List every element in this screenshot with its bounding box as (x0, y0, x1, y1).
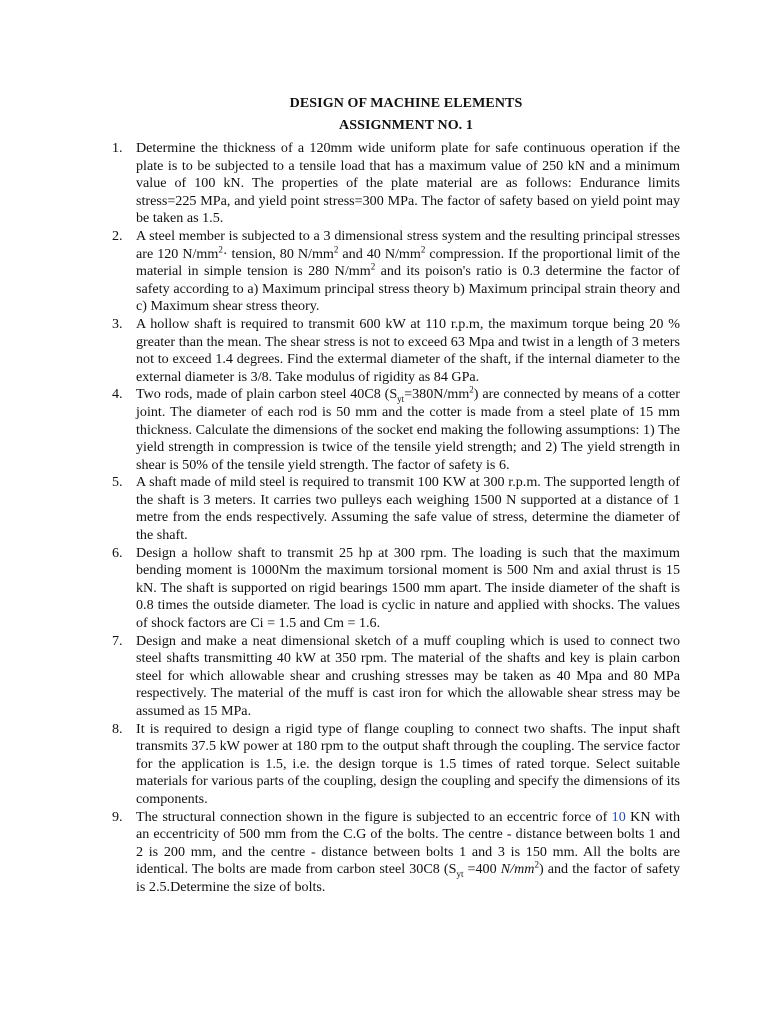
question-text: Design and make a neat dimensional sketch of a muff coupling which is used to connect two steel shafts transmitting 40 kW at 350 rpm. The material of the shafts and key is plain carbon steel for which allowable shear and crushing stresses may be taken as 40 Mpa and 80 MPa respectively. The material of the muff is cast iron for which the allowable shear stress may be assumed as 15 MPa. (136, 632, 680, 719)
italic-unit: N/mm (500, 861, 535, 878)
question-number: 1. (112, 140, 123, 156)
question-text: A shaft made of mild steel is required to transmit 100 KW at 300 r.p.m. The supported length of the shaft is 3 meters. It carries two pulleys each weighing 1500 N supported at a distance of 1 metre from the ends respectively. Assuming the safe value of stress, determine the diameter of the shaft. (136, 474, 680, 544)
superscript: 2 (420, 243, 426, 254)
question-text (136, 809, 680, 897)
superscript: 2 (370, 261, 376, 272)
text-segment: The structural connection shown in the figure is subjected to an eccentric force of (136, 808, 612, 825)
text-segment: KN with an eccentricity of 500 mm from the C.G of the bolts. The centre - distance between bolts 1 and 2 is 200 mm, and the centre - distance between bolts 1 and 3 is 150 mm. All the bolts are identical. The bolts are made from carbon steel 30C8 (S (136, 808, 680, 878)
subscript: yt (397, 394, 405, 405)
text-segment: · tension, 80 N/mm (222, 245, 334, 262)
question-7 (112, 633, 680, 721)
text-segment: A steel member is subjected to a 3 dimensional stress system and the resulting principal stresses are 120 N/mm (136, 227, 680, 262)
text-segment: =380N/mm (404, 386, 470, 403)
question-text (136, 228, 680, 316)
question-text: Determine the thickness of a 120mm wide uniform plate for safe continuous operation if the plate is to be subjected to a tensile load that has a maximum value of 250 kN and a minimum value of 100 kN. The properties of the plate material are as follows: Endurance limits stress=225 MPa, and yield point stress=300 MPa. The factor of safety based on yield point may be taken as 1.5. (136, 140, 680, 227)
title-line-1: DESIGN OF MACHINE ELEMENTS (289, 96, 523, 111)
question-8 (112, 721, 680, 809)
question-text: Design a hollow shaft to transmit 25 hp at 300 rpm. The loading is such that the maximum bending moment is 1000Nm the maximum torsional moment is 500 Nm and axial thrust is 15 kN. The shaft is supported on rigid bearings 1500 mm apart. The inside diameter of the shaft is 0.8 times the outside diameter. The load is cyclic in nature and applied with shocks. The values of shock factors are Ci = 1.5 and Cm = 1.6. (136, 544, 680, 632)
question-number: 4. (112, 386, 123, 403)
text-segment: =400 (463, 861, 501, 878)
highlighted-value: 10 (611, 808, 626, 825)
document-title (112, 93, 680, 137)
question-text: It is required to design a rigid type of flange coupling to connect two shafts. The input shaft transmits 37.5 kW power at 180 rpm to the output shaft through the coupling. The service factor for the application is 1.5, i.e. the design torque is 1.5 times of rated torque. Select suitable materials for various parts of the coupling, design the coupling and specify the dimensions of its components. (136, 720, 680, 807)
question-2 (112, 228, 680, 316)
text-segment: Two rods, made of plain carbon steel 40C8 (S (136, 386, 398, 403)
question-text: A hollow shaft is required to transmit 600 kW at 110 r.p.m, the maximum torque being 20 % greater than the mean. The shear stress is not to exceed 63 Mpa and twist in a length of 3 meters not to exceed 1.4 degrees. Find the extermal diameter of the shaft, if the internal diameter to the external diameter is 3/8. Take modulus of rigidity as 84 GPa. (136, 315, 680, 385)
superscript: 2 (534, 859, 539, 870)
question-number: 7. (112, 632, 123, 649)
question-1 (112, 140, 680, 228)
question-number: 3. (112, 315, 123, 332)
subscript: yt (456, 869, 464, 880)
question-number: 8. (112, 720, 123, 737)
superscript: 2 (333, 243, 339, 254)
question-9 (112, 809, 680, 897)
superscript: 2 (218, 243, 223, 254)
text-segment: and 40 N/mm (338, 245, 421, 262)
question-number: 6. (112, 544, 123, 561)
text-segment: ) and the factor of safety is 2.5.Determine the size of bolts. (136, 861, 680, 895)
question-number: 2. (112, 227, 123, 244)
question-text (136, 386, 680, 474)
question-list (112, 140, 680, 897)
question-number: 9. (112, 808, 123, 825)
text-segment: ) are connected by means of a cotter joint. The diameter of each rod is 50 mm and the cotter is made from a steel plate of 15 mm thickness. Calculate the dimensions of the socket end making the following assumptions: 1) The yield strength in compression is twice of the tensile yield strength; and 2) The yield strength in shear is 50% of the tensile yield strength. The factor of safety is 6. (136, 386, 680, 473)
text-segment: and its poison's ratio is 0.3 determine the factor of safety according to a) Maximum principal stress theory b) Maximum principal strain theory and c) Maximum shear stress theory. (136, 263, 680, 315)
question-number: 5. (112, 474, 123, 491)
question-6 (112, 545, 680, 633)
question-5 (112, 474, 680, 544)
superscript: 2 (469, 384, 474, 395)
question-4 (112, 386, 680, 474)
text-segment: compression. If the proportional limit of the material in simple tension is 280 N/mm (136, 245, 680, 280)
title-line-2: ASSIGNMENT NO. 1 (339, 118, 473, 133)
question-3 (112, 316, 680, 386)
